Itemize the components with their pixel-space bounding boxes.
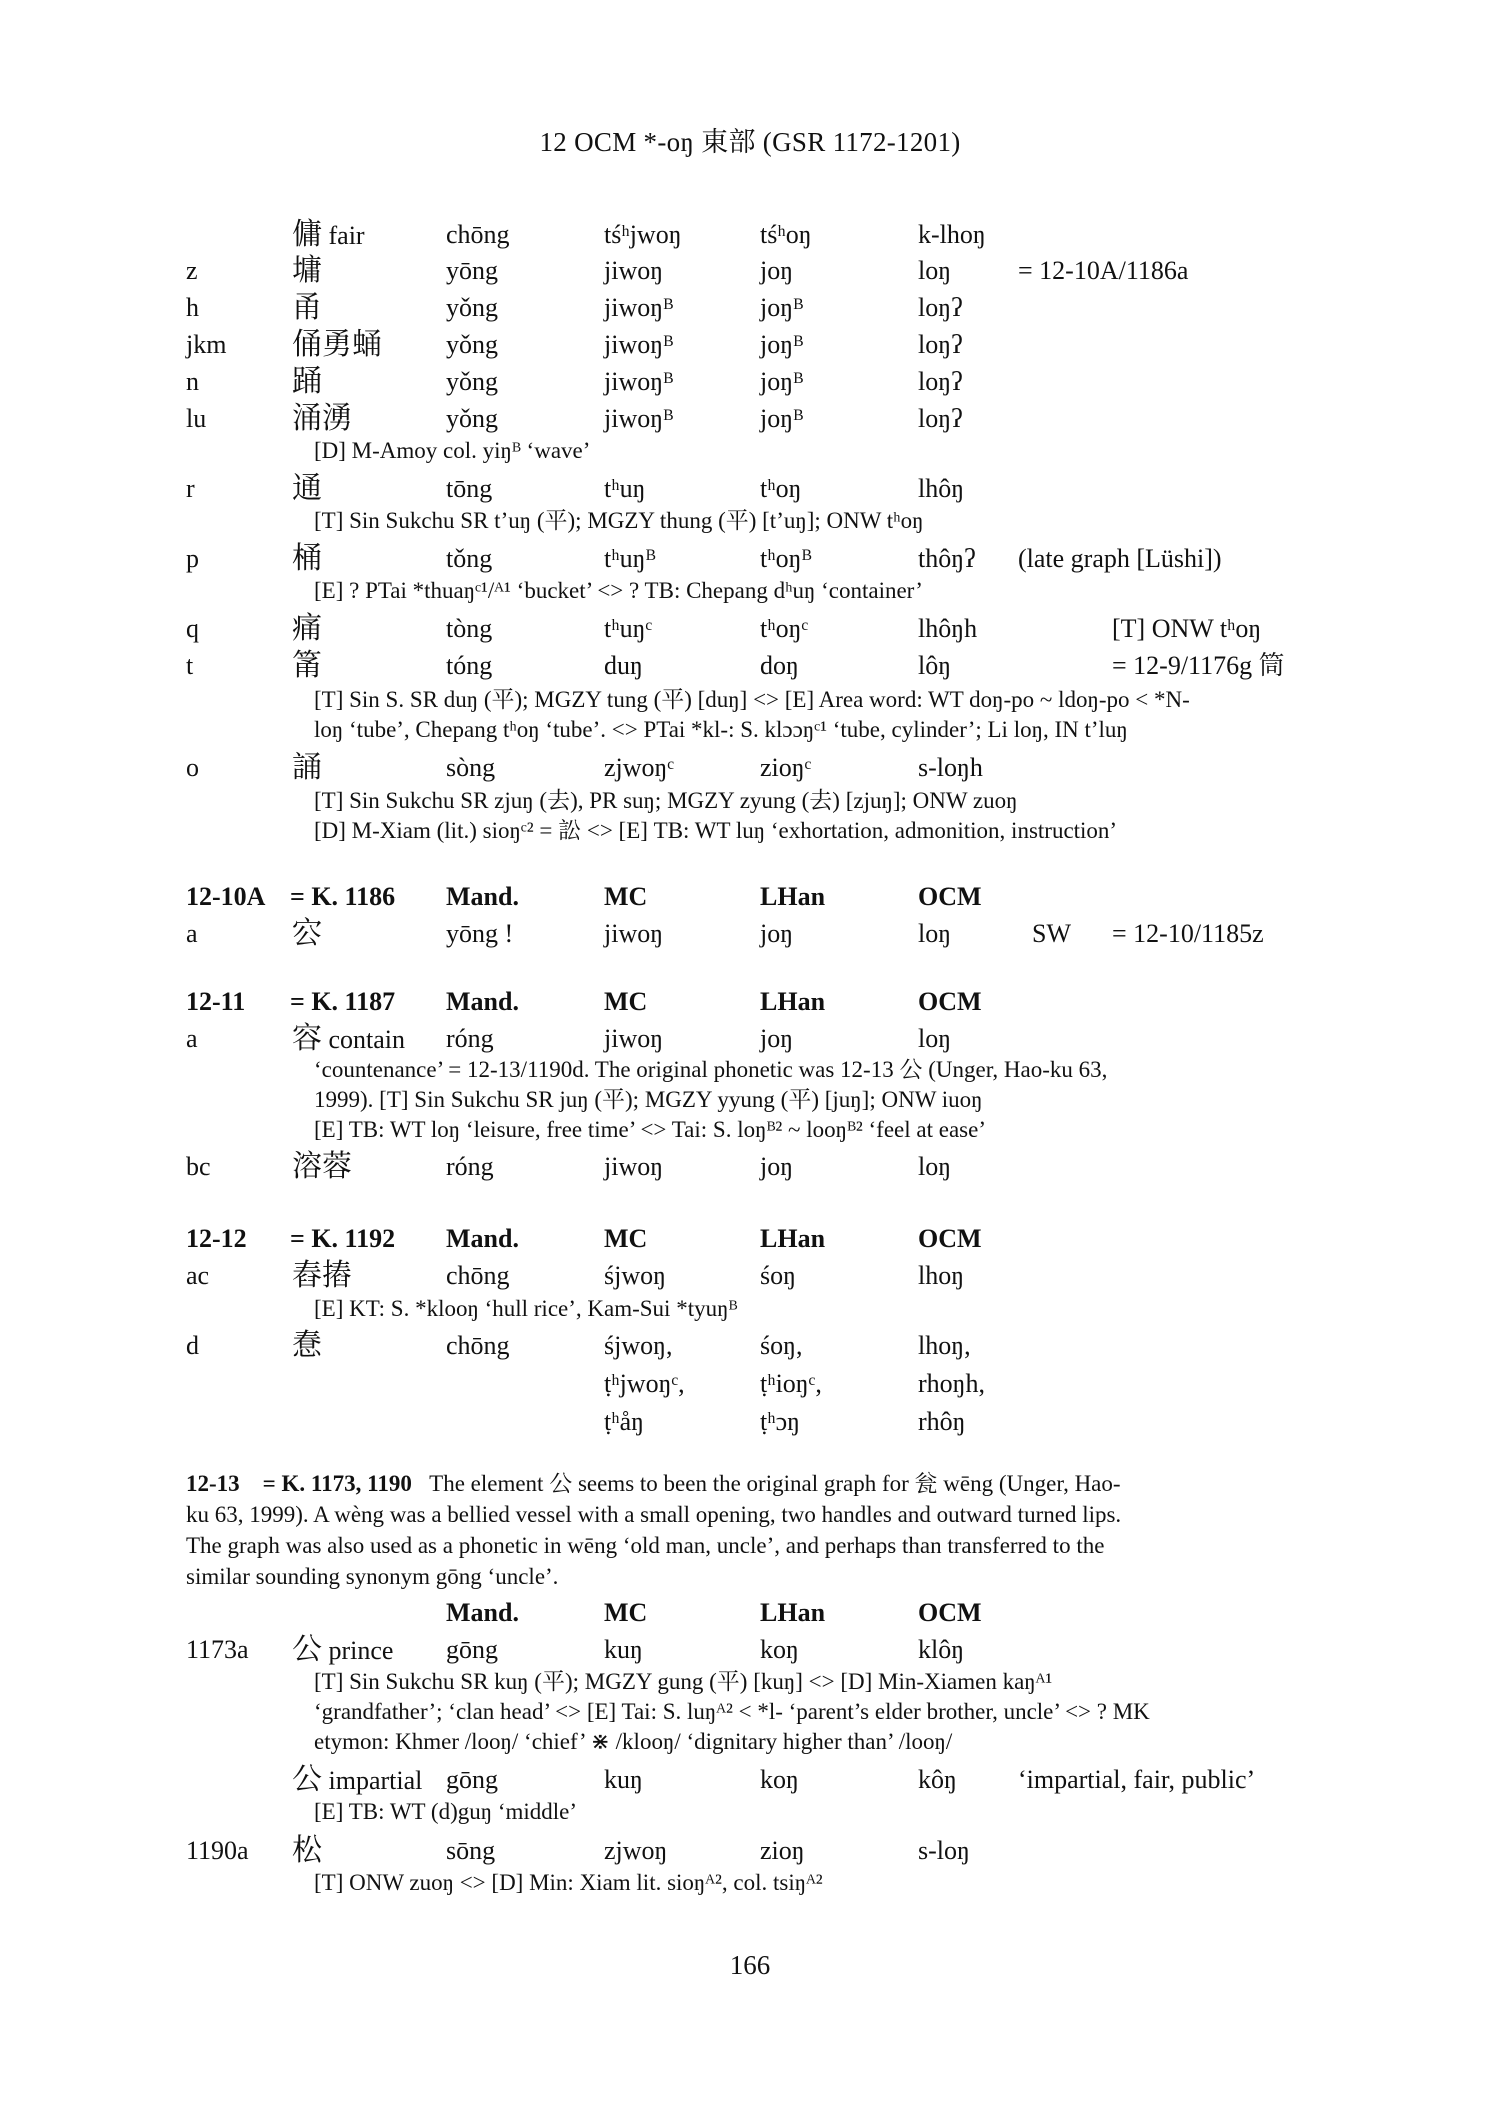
old-chinese: rhoŋh, [918, 1369, 986, 1398]
graph: 惷 [292, 1328, 322, 1363]
graph: 桶 [292, 541, 322, 576]
later-han: joŋᴮ [760, 367, 804, 396]
entry-row [0, 542, 1500, 576]
page-number: 166 [729, 1950, 771, 1980]
graph: 舂摏 [292, 1258, 352, 1293]
later-han: śoŋ, [760, 1331, 803, 1360]
mandarin: sōng [446, 1836, 496, 1865]
graph: 俑勇蛹 [292, 327, 382, 362]
old-chinese: loŋ [918, 1152, 952, 1181]
paragraph-line: The graph was also used as a phonetic in wēng ‘old man, uncle’, and perhaps than transferred to the [186, 1533, 1105, 1558]
note-line: ‘countenance’ = 12-13/1190d. The original phonetic was 12-13 公 (Unger, Hao-ku 63, [314, 1057, 1108, 1082]
later-han: joŋ [760, 1024, 794, 1053]
old-chinese: thôŋʔ [918, 544, 976, 573]
section-id: 12-13 [186, 1471, 240, 1496]
col-mand: Mand. [446, 1598, 519, 1627]
entry-key: h [186, 293, 199, 322]
col-lhan: LHan [760, 1598, 826, 1627]
entry-key: o [186, 753, 199, 782]
old-chinese: loŋʔ [918, 293, 963, 322]
old-chinese: lôŋ [918, 651, 952, 680]
graph: 痛 [292, 611, 322, 646]
entry-row [0, 1633, 1500, 1667]
graph: 誦 [292, 750, 322, 785]
middle-chinese: jiwoŋ [604, 919, 664, 948]
middle-chinese: tʰuŋ [604, 474, 646, 503]
entry-row [0, 751, 1500, 785]
later-han: joŋ [760, 1152, 794, 1181]
entry-key: t [186, 651, 194, 680]
extra-note: = 12-9/1176g 筒 [1112, 651, 1285, 680]
entry-row [0, 291, 1500, 325]
graph: 傭 [292, 217, 322, 252]
entry-key: jkm [186, 330, 227, 359]
middle-chinese: jiwoŋᴮ [604, 404, 674, 433]
entry-row [0, 365, 1500, 399]
entry-key: 1173a [186, 1635, 249, 1664]
later-han: koŋ [760, 1765, 799, 1794]
entry-row [0, 1329, 1500, 1363]
section-heading-12-10a [0, 880, 1500, 914]
mandarin: chōng [446, 1331, 510, 1360]
note-line: [E] ? PTai *thuaŋᶜ¹/ᴬ¹ ‘bucket’ <> ? TB: Chepang dʰuŋ ‘container’ [314, 578, 923, 603]
entry-row [0, 1763, 1500, 1797]
middle-chinese: jiwoŋ [604, 1024, 664, 1053]
mandarin: yǒng [446, 367, 498, 396]
mandarin: sòng [446, 753, 496, 782]
entry-row [0, 649, 1500, 683]
middle-chinese: jiwoŋᴮ [604, 367, 674, 396]
entry-key: lu [186, 404, 207, 433]
note-line: [T] ONW zuoŋ <> [D] Min: Xiam lit. sioŋᴬ², col. tsiŋᴬ² [314, 1870, 823, 1895]
note-line: [E] KT: S. *klooŋ ‘hull rice’, Kam-Sui *tyuŋᴮ [314, 1296, 738, 1321]
col-ocm: OCM [918, 987, 982, 1016]
entry-key: 1190a [186, 1836, 249, 1865]
old-chinese: s-loŋ [918, 1836, 970, 1865]
note-line: [T] Sin S. SR duŋ (平); MGZY tung (平) [duŋ] <> [E] Area word: WT doŋ-po ~ ldoŋ-po < *N- [314, 687, 1190, 712]
section-id: 12-10A [186, 882, 266, 911]
note-line: 1999). [T] Sin Sukchu SR juŋ (平); MGZY yyung (平) [juŋ]; ONW iuoŋ [314, 1087, 983, 1112]
later-han: joŋᴮ [760, 293, 804, 322]
note-line: etymon: Khmer /looŋ/ ‘chief’ ⋇ /klooŋ/ ‘dignitary higher than’ /looŋ/ [314, 1729, 953, 1754]
graph [292, 218, 365, 253]
col-lhan: LHan [760, 1224, 826, 1253]
later-han: tʰoŋᴮ [760, 544, 812, 573]
entry-key: bc [186, 1152, 211, 1181]
entry-key: a [186, 919, 198, 948]
old-chinese: loŋ [918, 919, 952, 948]
col-lhan: LHan [760, 882, 826, 911]
paragraph-line: similar sounding synonym gōng ‘uncle’. [186, 1564, 559, 1589]
entry-row [0, 1834, 1500, 1868]
extra-note: [T] ONW tʰoŋ [1112, 614, 1262, 643]
col-lhan: LHan [760, 987, 826, 1016]
middle-chinese: tʰuŋᴮ [604, 544, 656, 573]
entry-key: q [186, 614, 199, 643]
section-id: 12-11 [186, 987, 246, 1016]
mandarin: chōng [446, 220, 510, 249]
gloss: prince [328, 1636, 394, 1665]
graph: 容 [292, 1021, 322, 1056]
col-mc: MC [604, 1598, 648, 1627]
middle-chinese: jiwoŋᴮ [604, 330, 674, 359]
entry-row [0, 612, 1500, 646]
entry-key: ac [186, 1261, 210, 1290]
entry-row [0, 328, 1500, 362]
middle-chinese: zjwoŋᶜ [604, 753, 675, 782]
graph: 涌湧 [292, 401, 352, 436]
col-mand: Mand. [446, 882, 519, 911]
entry-key: a [186, 1024, 198, 1053]
note-line: [E] TB: WT (d)guŋ ‘middle’ [314, 1799, 578, 1824]
column-headings [0, 1596, 1500, 1630]
mandarin: yǒng [446, 404, 498, 433]
middle-chinese: kuŋ [604, 1635, 643, 1664]
graph: 踊 [292, 364, 322, 399]
col-mand: Mand. [446, 987, 519, 1016]
mandarin: tǒng [446, 544, 493, 573]
middle-chinese: jiwoŋᴮ [604, 293, 674, 322]
mandarin: chōng [446, 1261, 510, 1290]
later-han: joŋᴮ [760, 404, 804, 433]
middle-chinese: śjwoŋ [604, 1261, 666, 1290]
old-chinese: lhoŋ, [918, 1331, 971, 1360]
graph: 甬 [292, 290, 322, 325]
entry-row [0, 402, 1500, 436]
mandarin: gōng [446, 1765, 498, 1794]
old-chinese: klôŋ [918, 1635, 965, 1664]
middle-chinese: tśʰjwoŋ [604, 220, 682, 249]
old-chinese: s-loŋh [918, 753, 983, 782]
old-chinese: lhôŋ [918, 474, 965, 503]
old-chinese: k-lhoŋ [918, 220, 986, 249]
later-han: zioŋ [760, 1836, 805, 1865]
graph: 公 [292, 1632, 322, 1667]
note-line: [E] TB: WT loŋ ‘leisure, free time’ <> Tai: S. loŋᴮ² ~ looŋᴮ² ‘feel at ease’ [314, 1117, 986, 1142]
mandarin: yōng ! [446, 919, 514, 948]
note-line: [T] Sin Sukchu SR kuŋ (平); MGZY gung (平) [kuŋ] <> [D] Min-Xiamen kaŋᴬ¹ [314, 1669, 1053, 1694]
graph: 筩 [292, 648, 322, 683]
later-han: tśʰoŋ [760, 220, 812, 249]
extra-note: = 12-10A/1186a [1018, 256, 1189, 285]
middle-chinese: śjwoŋ, [604, 1331, 673, 1360]
entry-row-cont [0, 1405, 1500, 1439]
col-mand: Mand. [446, 1224, 519, 1253]
later-han: tʰoŋ [760, 474, 802, 503]
entry-row [0, 1259, 1500, 1293]
entry-row [0, 917, 1500, 951]
mandarin: yǒng [446, 293, 498, 322]
old-chinese: loŋ [918, 256, 952, 285]
gloss-extra: ‘impartial, fair, public’ [1018, 1765, 1256, 1794]
later-han: doŋ [760, 651, 799, 680]
later-han: koŋ [760, 1635, 799, 1664]
section-intro-12-13 [186, 1468, 1346, 1499]
mandarin: róng [446, 1152, 494, 1181]
old-chinese: lhôŋh [918, 614, 978, 643]
graph: 墉 [292, 253, 322, 288]
karlgren-ref: = K. 1173, 1190 [262, 1471, 412, 1496]
middle-chinese: ṭʰåŋ [604, 1407, 644, 1436]
old-chinese: rhôŋ [918, 1407, 966, 1436]
col-mc: MC [604, 987, 648, 1016]
note-line: [T] Sin Sukchu SR zjuŋ (去), PR suŋ; MGZY zyung (去) [zjuŋ]; ONW zuoŋ [314, 788, 1018, 813]
col-mc: MC [604, 882, 648, 911]
mandarin: tòng [446, 614, 493, 643]
running-header: 12 OCM *-oŋ 東部 (GSR 1172-1201) [539, 127, 961, 157]
graph: 公 [292, 1762, 322, 1797]
graph: 通 [292, 471, 322, 506]
entry-row [0, 218, 1500, 252]
karlgren-ref: = K. 1187 [290, 987, 396, 1016]
entry-key: z [186, 256, 198, 285]
mandarin: yōng [446, 256, 498, 285]
gloss: impartial [328, 1766, 423, 1795]
old-chinese: loŋʔ [918, 330, 963, 359]
old-chinese: loŋ [918, 1024, 952, 1053]
note-line: [T] Sin Sukchu SR t’uŋ (平); MGZY thung (平) [t’uŋ]; ONW tʰoŋ [314, 508, 924, 533]
entry-row [0, 1150, 1500, 1184]
later-han: ṭʰioŋᶜ, [760, 1369, 822, 1398]
old-chinese: loŋʔ [918, 367, 963, 396]
mandarin: yǒng [446, 330, 498, 359]
entry-row [0, 254, 1500, 288]
note-line: [D] M-Xiam (lit.) sioŋᶜ² = 訟 <> [E] TB: WT luŋ ‘exhortation, admonition, instruction’ [314, 818, 1118, 843]
mandarin: tóng [446, 651, 493, 680]
entry-row-cont [0, 1367, 1500, 1401]
later-han: ṭʰɔŋ [760, 1407, 800, 1436]
note-line: loŋ ‘tube’, Chepang tʰoŋ ‘tube’. <> PTai *kl-: S. klɔɔŋᶜ¹ ‘tube, cylinder’; Li loŋ, IN t’luŋ [314, 717, 1128, 742]
middle-chinese: duŋ [604, 651, 643, 680]
graph: 㝐 [292, 916, 322, 951]
old-chinese: lhoŋ [918, 1261, 965, 1290]
later-han: zioŋᶜ [760, 753, 812, 782]
paragraph-line: The element 公 seems to been the original graph for 瓮 wēng (Unger, Hao- [429, 1471, 1121, 1496]
later-han: śoŋ [760, 1261, 796, 1290]
middle-chinese: jiwoŋ [604, 1152, 664, 1181]
col-mc: MC [604, 1224, 648, 1253]
middle-chinese: ṭʰjwoŋᶜ, [604, 1369, 685, 1398]
col-ocm: OCM [918, 882, 982, 911]
karlgren-ref: = K. 1186 [290, 882, 396, 911]
col-ocm: OCM [918, 1224, 982, 1253]
section-id: 12-12 [186, 1224, 247, 1253]
middle-chinese: kuŋ [604, 1765, 643, 1794]
graph: 松 [292, 1833, 322, 1868]
later-han: tʰoŋᶜ [760, 614, 809, 643]
karlgren-ref: = K. 1192 [290, 1224, 396, 1253]
middle-chinese: tʰuŋᶜ [604, 614, 653, 643]
entry-key: n [186, 367, 199, 396]
later-han: joŋᴮ [760, 330, 804, 359]
entry-row [0, 1022, 1500, 1056]
entry-key: d [186, 1331, 199, 1360]
source-note: SW [1032, 919, 1071, 948]
col-ocm: OCM [918, 1598, 982, 1627]
section-heading-12-11 [0, 985, 1500, 1019]
cross-ref: = 12-10/1185z [1112, 919, 1264, 948]
mandarin: tōng [446, 474, 493, 503]
mandarin: róng [446, 1024, 494, 1053]
later-han: joŋ [760, 919, 794, 948]
gloss: contain [328, 1025, 406, 1054]
graph: 溶蓉 [292, 1149, 352, 1184]
old-chinese: kôŋ [918, 1765, 957, 1794]
old-chinese: loŋʔ [918, 404, 963, 433]
gloss: fair [328, 221, 365, 250]
section-heading-12-12 [0, 1222, 1500, 1256]
later-han: joŋ [760, 256, 794, 285]
entry-key: p [186, 544, 199, 573]
extra-note: (late graph [Lüshi]) [1018, 544, 1222, 573]
entry-key: r [186, 474, 195, 503]
mandarin: gōng [446, 1635, 498, 1664]
middle-chinese: jiwoŋ [604, 256, 664, 285]
note-line: ‘grandfather’; ‘clan head’ <> [E] Tai: S. luŋᴬ² < *l- ‘parent’s elder brother, uncle’ <> ? MK [314, 1699, 1150, 1724]
note-line: [D] M-Amoy col. yiŋᴮ ‘wave’ [314, 438, 591, 463]
entry-row [0, 472, 1500, 506]
middle-chinese: zjwoŋ [604, 1836, 668, 1865]
paragraph-line: ku 63, 1999). A wèng was a bellied vessel with a small opening, two handles and outward turned lips. [186, 1502, 1122, 1527]
